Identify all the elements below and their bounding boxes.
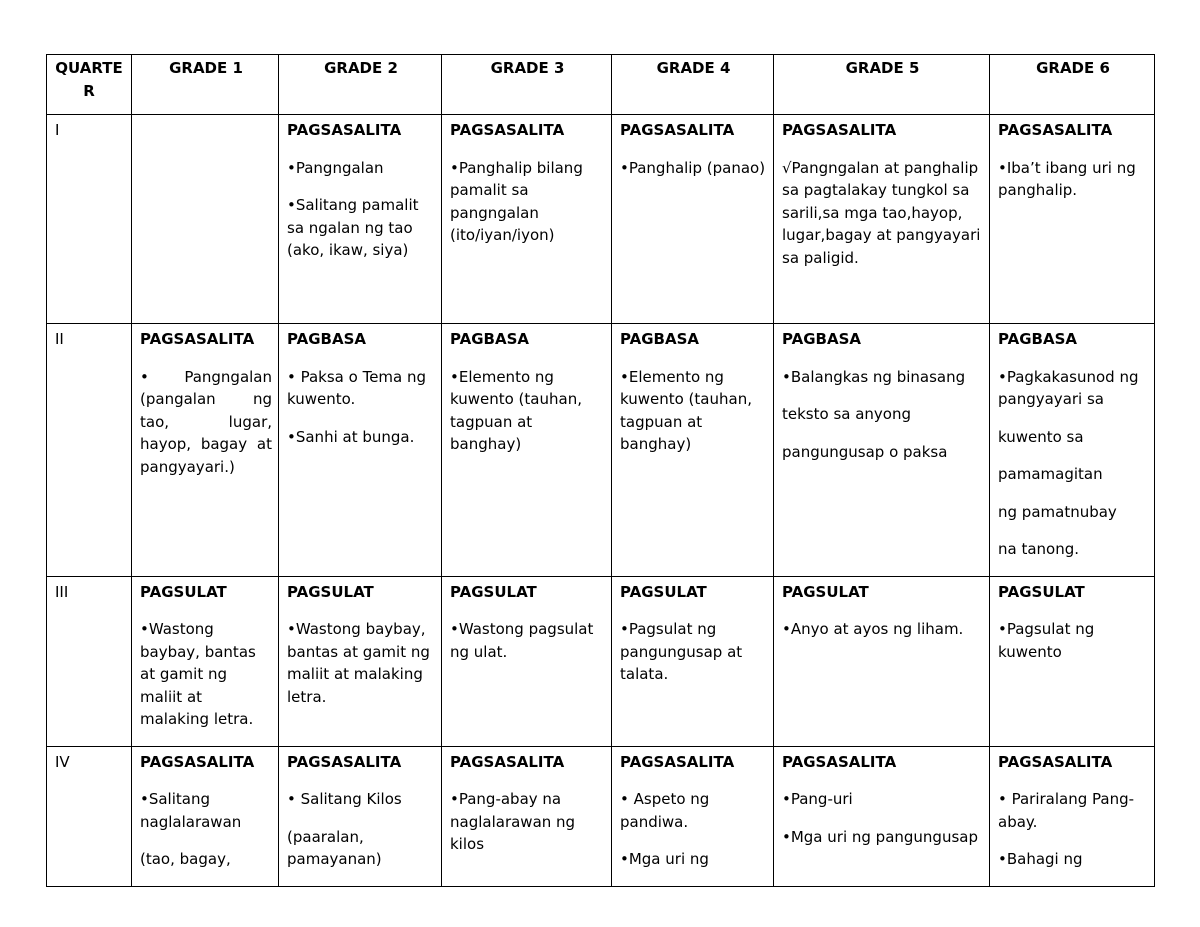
grade-3-cell xyxy=(442,115,612,324)
competency-item: •Panghalip (panao) xyxy=(620,158,766,177)
competency-item: • Paksa o Tema ng kuwento. xyxy=(287,367,427,408)
header-grade-5: GRADE 5 xyxy=(774,55,990,115)
quarter-row xyxy=(47,746,1155,886)
subject-heading: PAGSULAT xyxy=(782,582,869,601)
grade-1-cell xyxy=(132,746,279,886)
grade-5-cell xyxy=(774,576,990,746)
header-quarter: QUARTER xyxy=(47,55,132,115)
subject-heading: PAGSASALITA xyxy=(620,121,735,139)
grade-4-cell xyxy=(612,576,774,746)
subject-heading: PAGSASALITA xyxy=(620,752,735,771)
quarter-row xyxy=(47,576,1155,746)
grade-4-cell xyxy=(612,746,774,886)
grade-2-cell xyxy=(279,576,442,746)
competency-item: pangungusap o paksa xyxy=(782,442,948,461)
subject-heading: PAGSASALITA xyxy=(140,330,255,348)
subject-heading: PAGBASA xyxy=(782,330,861,348)
grade-3-cell xyxy=(442,576,612,746)
subject-heading: PAGBASA xyxy=(287,330,366,348)
curriculum-table xyxy=(46,54,1155,887)
grade-3-cell xyxy=(442,324,612,577)
quarter-row xyxy=(47,115,1155,324)
subject-heading: PAGSULAT xyxy=(287,582,374,601)
grade-2-cell xyxy=(279,324,442,577)
competency-item: • Aspeto ng pandiwa. xyxy=(620,790,710,831)
competency-item: •Wastong pagsulat ng ulat. xyxy=(450,620,594,661)
grade-6-cell xyxy=(990,746,1155,886)
subject-heading: PAGSASALITA xyxy=(140,752,255,771)
grade-5-cell xyxy=(774,115,990,324)
subject-heading: PAGSASALITA xyxy=(450,752,565,771)
competency-item: kuwento sa xyxy=(998,427,1084,446)
competency-item: ng pamatnubay xyxy=(998,502,1117,521)
competency-item: • Pariralang Pang-abay. xyxy=(998,790,1135,831)
competency-item: •Iba’t ibang uri ng panghalip. xyxy=(998,158,1136,199)
competency-item: •Pagsulat ng kuwento xyxy=(998,620,1095,661)
competency-item: (paaralan, pamayanan) xyxy=(287,827,382,868)
subject-heading: PAGBASA xyxy=(620,330,699,348)
grade-5-cell xyxy=(774,324,990,577)
header-grade-3: GRADE 3 xyxy=(442,55,612,115)
subject-heading: PAGSASALITA xyxy=(998,752,1113,771)
subject-heading: PAGSASALITA xyxy=(287,752,402,771)
competency-item: •Anyo at ayos ng liham. xyxy=(782,620,964,638)
competency-item: •Pagkakasunod ng pangyayari sa xyxy=(998,367,1139,408)
quarter-label: IV xyxy=(47,746,132,886)
subject-heading: PAGSASALITA xyxy=(998,121,1113,139)
grade-1-cell xyxy=(132,324,279,577)
grade-5-cell xyxy=(774,746,990,886)
competency-item: •Elemento ng kuwento (tauhan, tagpuan at banghay) xyxy=(450,367,582,453)
grade-2-cell xyxy=(279,746,442,886)
grade-4-cell xyxy=(612,324,774,577)
subject-heading: PAGSASALITA xyxy=(782,121,897,139)
header-grade-4: GRADE 4 xyxy=(612,55,774,115)
grade-6-cell xyxy=(990,576,1155,746)
quarter-label: III xyxy=(47,576,132,746)
grade-6-cell xyxy=(990,115,1155,324)
grade-2-cell xyxy=(279,115,442,324)
grade-1-cell xyxy=(132,115,279,324)
competency-item: •Balangkas ng binasang xyxy=(782,367,966,386)
grade-1-cell xyxy=(132,576,279,746)
competency-item: •Wastong baybay, bantas at gamit ng maliit at malaking letra. xyxy=(287,620,430,706)
competency-item: •Panghalip bilang pamalit sa pangngalan (ito/iyan/iyon) xyxy=(450,158,583,244)
competency-item: •Sanhi at bunga. xyxy=(287,427,415,446)
competency-item: • Pangngalan (pangalan ng tao, lugar, hayop, bagay at pangyayari.) xyxy=(140,367,272,476)
subject-heading: PAGSULAT xyxy=(450,582,537,601)
competency-item: √Pangngalan at panghalip sa pagtalakay tungkol sa sarili,sa mga tao,hayop, lugar,bagay at pangyayari sa paligid. xyxy=(782,158,981,267)
competency-item: pamamagitan xyxy=(998,465,1103,483)
header-grade-2: GRADE 2 xyxy=(279,55,442,115)
subject-heading: PAGSULAT xyxy=(620,582,707,601)
quarter-label: I xyxy=(47,115,132,324)
competency-item: •Pagsulat ng pangungusap at talata. xyxy=(620,620,743,683)
competency-item: • Salitang Kilos xyxy=(287,790,402,808)
quarter-label: II xyxy=(47,324,132,577)
header-row xyxy=(47,55,1155,115)
header-grade-6: GRADE 6 xyxy=(990,55,1155,115)
subject-heading: PAGSASALITA xyxy=(450,121,565,139)
competency-item: (tao, bagay, xyxy=(140,850,231,868)
competency-item: •Mga uri ng xyxy=(620,850,709,868)
competency-item: •Pang-abay na naglalarawan ng kilos xyxy=(450,790,576,853)
subject-heading: PAGSULAT xyxy=(998,582,1085,601)
grade-4-cell xyxy=(612,115,774,324)
grade-6-cell xyxy=(990,324,1155,577)
competency-item: •Salitang pamalit sa ngalan ng tao (ako, ikaw, siya) xyxy=(287,196,419,259)
quarter-row xyxy=(47,324,1155,577)
competency-item: •Wastong baybay, bantas at gamit ng maliit at malaking letra. xyxy=(140,620,256,728)
competency-item: na tanong. xyxy=(998,540,1080,558)
subject-heading: PAGSULAT xyxy=(140,582,227,601)
subject-heading: PAGBASA xyxy=(998,330,1077,348)
subject-heading: PAGSASALITA xyxy=(287,121,402,139)
competency-item: •Pangngalan xyxy=(287,158,384,177)
competency-item: •Bahagi ng xyxy=(998,850,1083,868)
subject-heading: PAGBASA xyxy=(450,330,529,348)
competency-item: •Elemento ng kuwento (tauhan, tagpuan at banghay) xyxy=(620,367,752,453)
competency-item: •Salitang naglalarawan xyxy=(140,790,242,831)
competency-item: teksto sa anyong xyxy=(782,405,911,423)
grade-3-cell xyxy=(442,746,612,886)
competency-item: •Mga uri ng pangungusap xyxy=(782,827,978,846)
competency-item: •Pang-uri xyxy=(782,790,853,808)
subject-heading: PAGSASALITA xyxy=(782,752,897,771)
header-grade-1: GRADE 1 xyxy=(132,55,279,115)
